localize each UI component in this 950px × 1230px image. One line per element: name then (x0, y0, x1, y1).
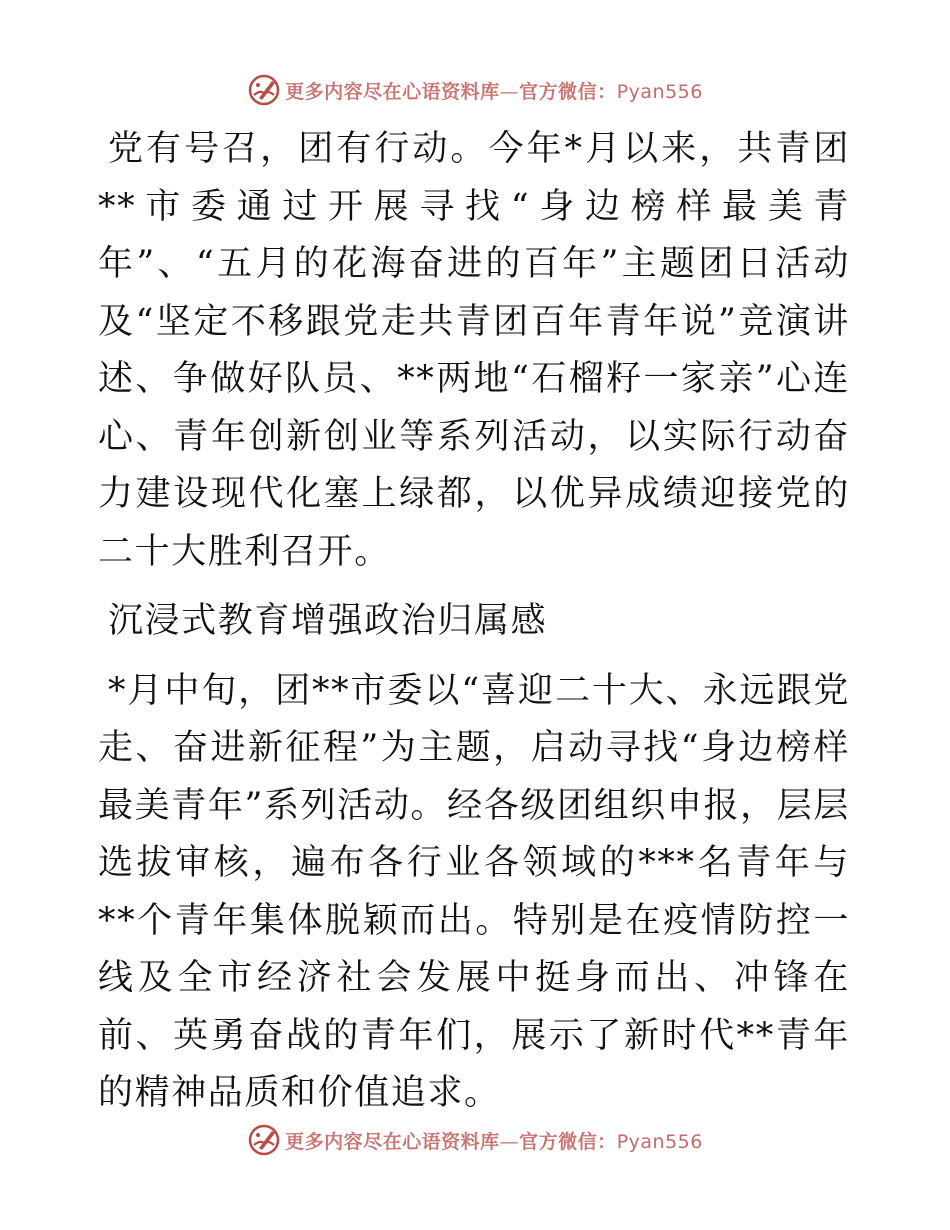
book-pen-logo-icon (247, 1123, 281, 1157)
banner-main-text: 更多内容尽在心语资料库 (285, 80, 500, 103)
header-watermark-banner (0, 70, 950, 110)
banner-main-text: 更多内容尽在心语资料库 (285, 1130, 500, 1153)
body-paragraph-1: 党有号召，团有行动。今年*月以来，共青团**市委通过开展寻找“身边榜样最美青年”、“五月的花海奋进的百年”主题团日活动及“坚定不移跟党走共青团百年青年说”竞演讲述、争做好队员、**两地“石榴籽一家亲”心连心、青年创新创业等系列活动，以实际行动奋力建设现代化塞上绿都，以优异成绩迎接党的二十大胜利召开。 (98, 129, 850, 572)
footer-watermark-banner (0, 1120, 950, 1160)
banner-wechat-label: 官方微信： (519, 1130, 617, 1153)
section-heading: 沉浸式教育增强政治归属感 (108, 601, 548, 641)
document-body (98, 121, 850, 1123)
body-paragraph-2: *月中旬，团**市委以“喜迎二十大、永远跟党走、奋进新征程”为主题，启动寻找“身边榜样最美青年”系列活动。经各级团组织申报，层层选拔审核，遍布各行业各领域的***名青年与**个青年集体脱颖而出。特别是在疫情防控一线及全市经济社会发展中挺身而出、冲锋在前、英勇奋战的青年们，展示了新时代**青年的精神品质和价值追求。 (98, 670, 850, 1113)
banner-wechat-id: Pyan556 (616, 1130, 703, 1153)
banner-wechat-id: Pyan556 (616, 80, 703, 103)
banner-wechat-label: 官方微信： (519, 80, 617, 103)
book-pen-logo-icon (247, 73, 281, 107)
banner-separator: — (499, 1130, 520, 1153)
banner-separator: — (499, 80, 520, 103)
